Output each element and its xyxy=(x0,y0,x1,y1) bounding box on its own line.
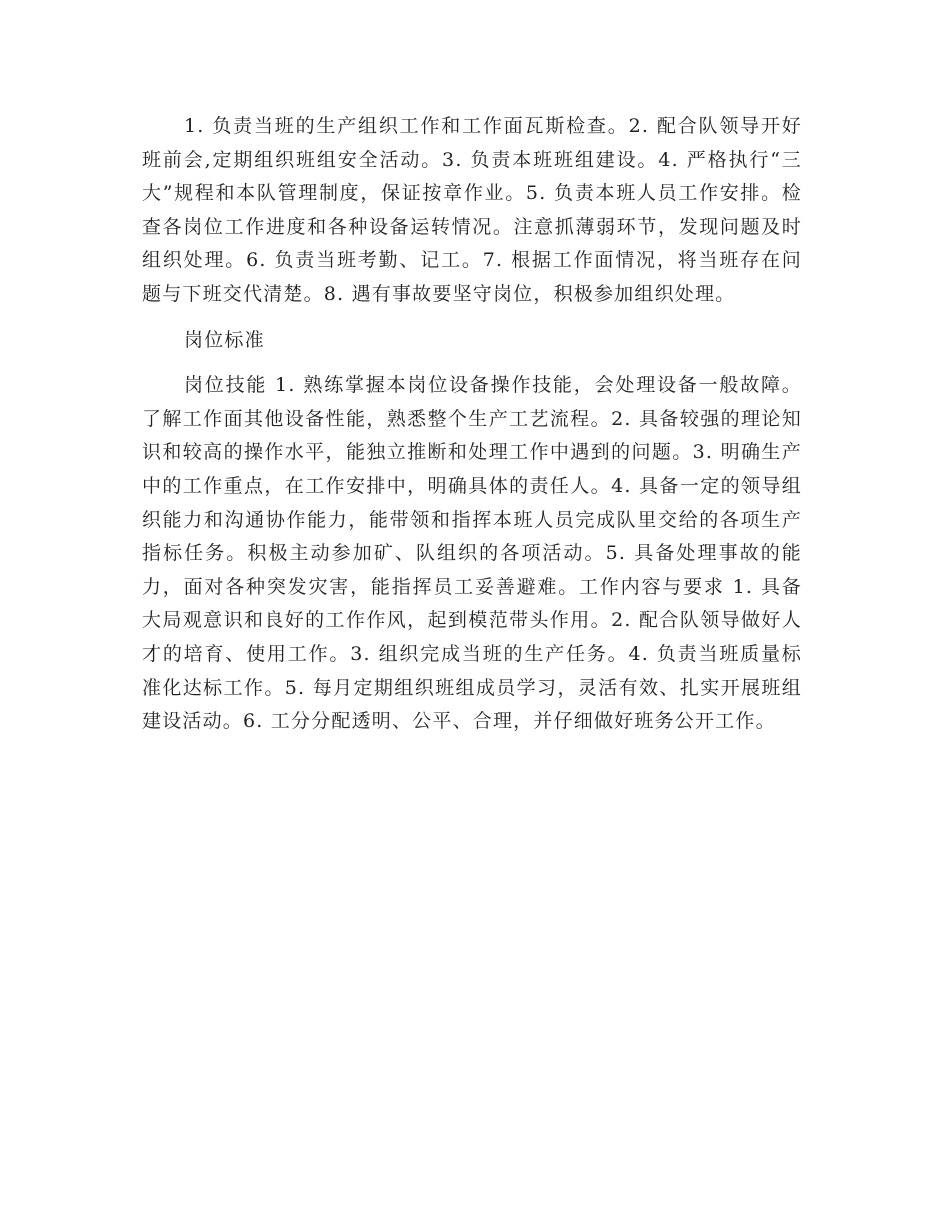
document-body xyxy=(142,110,802,751)
section-heading: 岗位标准 xyxy=(184,328,265,351)
duties-paragraph: 1. 负责当班的生产组织工作和工作面瓦斯检查。2. 配合队领导开好班前会,定期组织班组安全活动。3. 负责本班班组建设。4. 严格执行“三大”规程和本队管理制度，保证按章作业。5. 负责本班人员工作安排。检查各岗位工作进度和各种设备运转情况。注意抓薄弱环节，发现问题及时组织处理。6. 负责当班考勤、记工。7. 根据工作面情况，将当班存在问题与下班交代清楚。8. 遇有事故要坚守岗位，积极参加组织处理。 xyxy=(142,115,802,305)
standards-paragraph: 岗位技能 1. 熟练掌握本岗位设备操作技能，会处理设备一般故障。了解工作面其他设备性能，熟悉整个生产工艺流程。2. 具备较强的理论知识和较高的操作水平，能独立推断和处理工作中遇到的问题。3. 明确生产中的工作重点，在工作安排中，明确具体的责任人。4. 具备一定的领导组织能力和沟通协作能力，能带领和指挥本班人员完成队里交给的各项生产指标任务。积极主动参加矿、队组织的各项活动。5. 具备处理事故的能力，面对各种突发灾害，能指挥员工妥善避难。工作内容与要求 1. 具备大局观意识和良好的工作作风，起到模范带头作用。2. 配合队领导做好人才的培育、使用工作。3. 组织完成当班的生产任务。4. 负责当班质量标准化达标工作。5. 每月定期组织班组成员学习，灵活有效、扎实开展班组建设活动。6. 工分分配透明、公平、合理，并仔细做好班务公开工作。 xyxy=(142,374,802,733)
